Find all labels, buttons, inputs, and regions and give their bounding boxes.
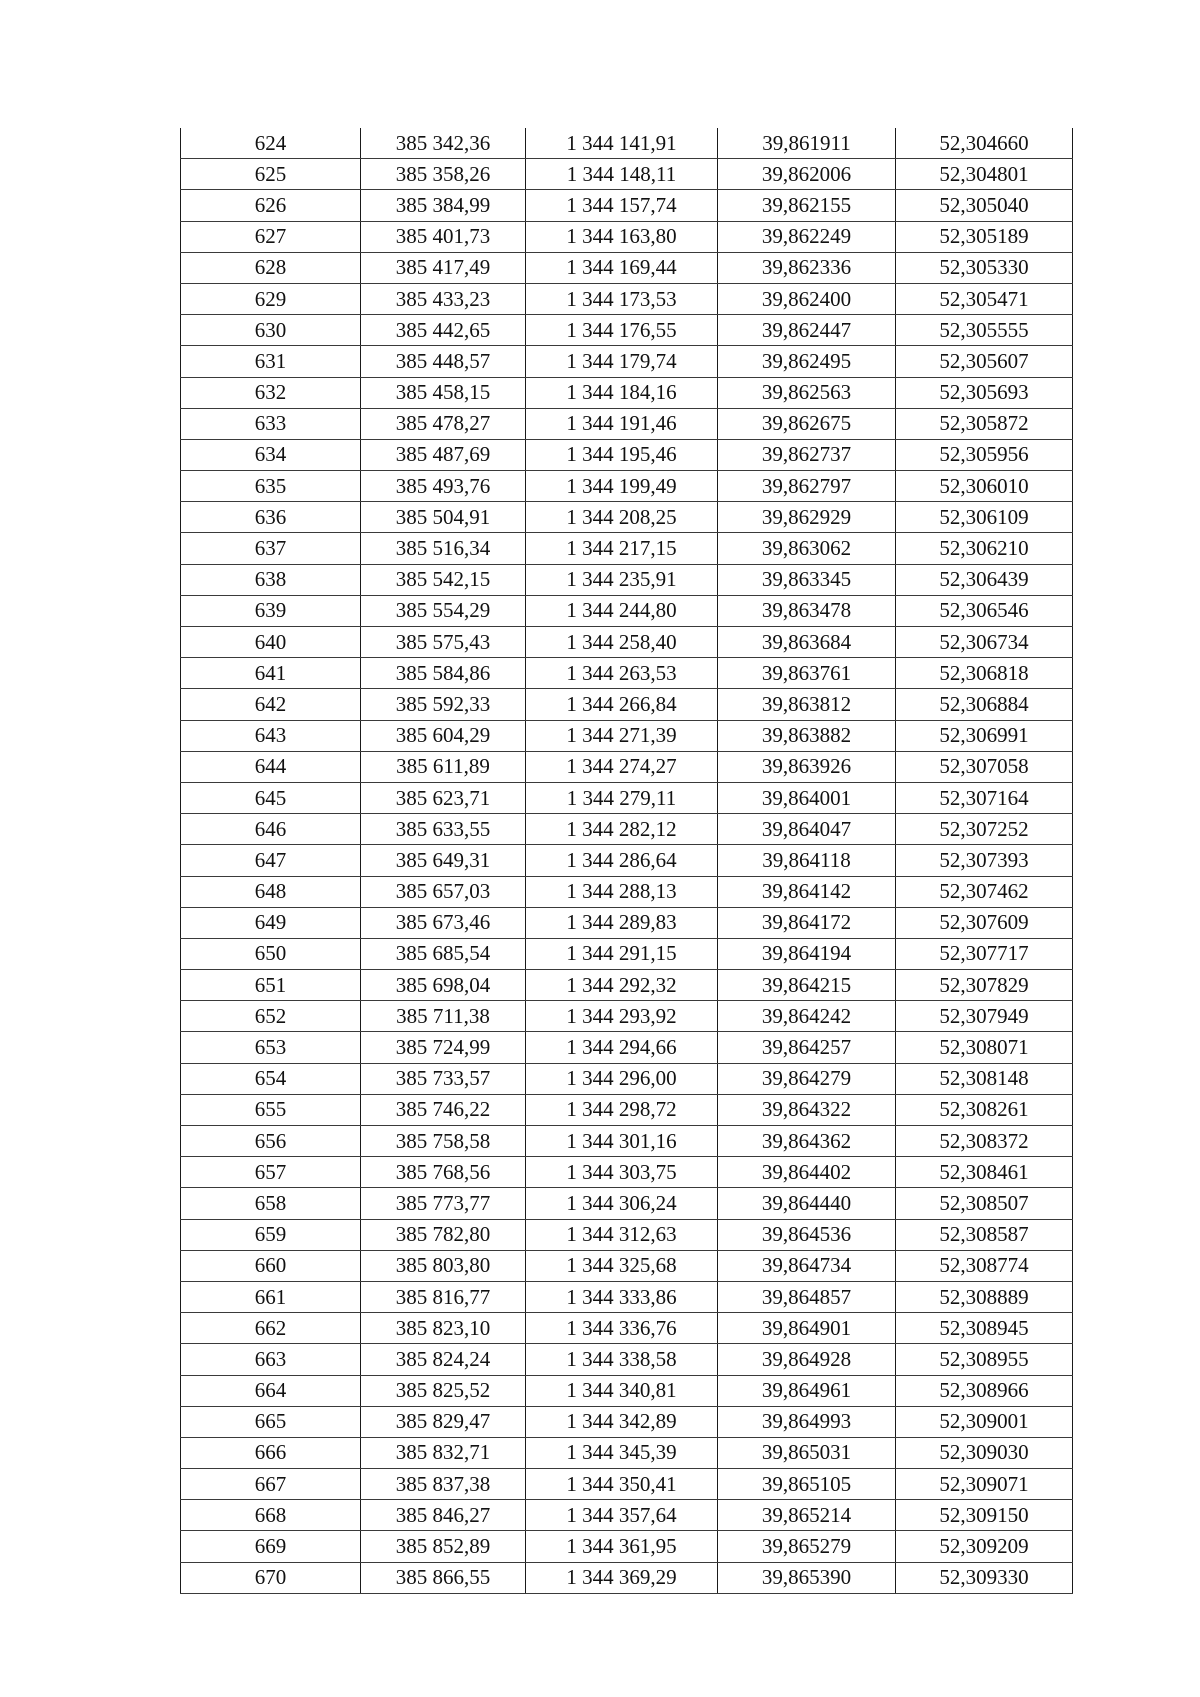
longitude-cell: 39,864257 [718, 1032, 896, 1063]
point-number-cell: 663 [181, 1344, 361, 1375]
table-row [181, 252, 1073, 283]
longitude-cell: 39,865031 [718, 1437, 896, 1468]
x-coordinate-cell: 385 542,15 [361, 564, 526, 595]
longitude-cell: 39,862006 [718, 159, 896, 190]
x-coordinate-cell: 385 733,57 [361, 1063, 526, 1094]
point-number-cell: 630 [181, 315, 361, 346]
x-coordinate-cell: 385 825,52 [361, 1375, 526, 1406]
y-coordinate-cell: 1 344 369,29 [526, 1562, 718, 1593]
longitude-cell: 39,863062 [718, 533, 896, 564]
y-coordinate-cell: 1 344 350,41 [526, 1469, 718, 1500]
longitude-cell: 39,864993 [718, 1406, 896, 1437]
table-row [181, 377, 1073, 408]
table-row [181, 814, 1073, 845]
x-coordinate-cell: 385 575,43 [361, 627, 526, 658]
latitude-cell: 52,306884 [896, 689, 1073, 720]
table-row [181, 938, 1073, 969]
longitude-cell: 39,865390 [718, 1562, 896, 1593]
y-coordinate-cell: 1 344 333,86 [526, 1281, 718, 1312]
x-coordinate-cell: 385 824,24 [361, 1344, 526, 1375]
x-coordinate-cell: 385 384,99 [361, 190, 526, 221]
x-coordinate-cell: 385 433,23 [361, 283, 526, 314]
y-coordinate-cell: 1 344 294,66 [526, 1032, 718, 1063]
longitude-cell: 39,864961 [718, 1375, 896, 1406]
latitude-cell: 52,309150 [896, 1500, 1073, 1531]
y-coordinate-cell: 1 344 340,81 [526, 1375, 718, 1406]
x-coordinate-cell: 385 554,29 [361, 595, 526, 626]
longitude-cell: 39,862495 [718, 346, 896, 377]
point-number-cell: 636 [181, 502, 361, 533]
y-coordinate-cell: 1 344 289,83 [526, 907, 718, 938]
point-number-cell: 627 [181, 221, 361, 252]
table-row [181, 1157, 1073, 1188]
latitude-cell: 52,306210 [896, 533, 1073, 564]
y-coordinate-cell: 1 344 176,55 [526, 315, 718, 346]
point-number-cell: 646 [181, 814, 361, 845]
y-coordinate-cell: 1 344 169,44 [526, 252, 718, 283]
point-number-cell: 660 [181, 1250, 361, 1281]
point-number-cell: 631 [181, 346, 361, 377]
point-number-cell: 653 [181, 1032, 361, 1063]
table-row [181, 128, 1073, 159]
y-coordinate-cell: 1 344 141,91 [526, 128, 718, 159]
point-number-cell: 664 [181, 1375, 361, 1406]
y-coordinate-cell: 1 344 217,15 [526, 533, 718, 564]
point-number-cell: 641 [181, 658, 361, 689]
point-number-cell: 643 [181, 720, 361, 751]
y-coordinate-cell: 1 344 173,53 [526, 283, 718, 314]
longitude-cell: 39,864322 [718, 1094, 896, 1125]
x-coordinate-cell: 385 803,80 [361, 1250, 526, 1281]
table-row [181, 346, 1073, 377]
point-number-cell: 656 [181, 1126, 361, 1157]
point-number-cell: 642 [181, 689, 361, 720]
latitude-cell: 52,308774 [896, 1250, 1073, 1281]
table-row [181, 1375, 1073, 1406]
y-coordinate-cell: 1 344 342,89 [526, 1406, 718, 1437]
y-coordinate-cell: 1 344 301,16 [526, 1126, 718, 1157]
table-row [181, 1219, 1073, 1250]
x-coordinate-cell: 385 657,03 [361, 876, 526, 907]
latitude-cell: 52,309209 [896, 1531, 1073, 1562]
longitude-cell: 39,863926 [718, 751, 896, 782]
latitude-cell: 52,305330 [896, 252, 1073, 283]
table-row [181, 1531, 1073, 1562]
y-coordinate-cell: 1 344 263,53 [526, 658, 718, 689]
latitude-cell: 52,308372 [896, 1126, 1073, 1157]
latitude-cell: 52,305040 [896, 190, 1073, 221]
point-number-cell: 670 [181, 1562, 361, 1593]
x-coordinate-cell: 385 768,56 [361, 1157, 526, 1188]
y-coordinate-cell: 1 344 244,80 [526, 595, 718, 626]
table-row [181, 1001, 1073, 1032]
y-coordinate-cell: 1 344 345,39 [526, 1437, 718, 1468]
longitude-cell: 39,863478 [718, 595, 896, 626]
x-coordinate-cell: 385 832,71 [361, 1437, 526, 1468]
point-number-cell: 652 [181, 1001, 361, 1032]
longitude-cell: 39,864001 [718, 782, 896, 813]
table-row [181, 159, 1073, 190]
longitude-cell: 39,862336 [718, 252, 896, 283]
table-row [181, 471, 1073, 502]
longitude-cell: 39,864440 [718, 1188, 896, 1219]
x-coordinate-cell: 385 448,57 [361, 346, 526, 377]
latitude-cell: 52,308507 [896, 1188, 1073, 1219]
x-coordinate-cell: 385 592,33 [361, 689, 526, 720]
point-number-cell: 650 [181, 938, 361, 969]
point-number-cell: 668 [181, 1500, 361, 1531]
x-coordinate-cell: 385 604,29 [361, 720, 526, 751]
x-coordinate-cell: 385 685,54 [361, 938, 526, 969]
x-coordinate-cell: 385 866,55 [361, 1562, 526, 1593]
table-row [181, 1032, 1073, 1063]
point-number-cell: 645 [181, 782, 361, 813]
y-coordinate-cell: 1 344 195,46 [526, 439, 718, 470]
latitude-cell: 52,305471 [896, 283, 1073, 314]
point-number-cell: 666 [181, 1437, 361, 1468]
latitude-cell: 52,307252 [896, 814, 1073, 845]
y-coordinate-cell: 1 344 191,46 [526, 408, 718, 439]
point-number-cell: 659 [181, 1219, 361, 1250]
x-coordinate-cell: 385 746,22 [361, 1094, 526, 1125]
x-coordinate-cell: 385 758,58 [361, 1126, 526, 1157]
latitude-cell: 52,304660 [896, 128, 1073, 159]
latitude-cell: 52,306991 [896, 720, 1073, 751]
table-row [181, 658, 1073, 689]
latitude-cell: 52,305872 [896, 408, 1073, 439]
table-row [181, 751, 1073, 782]
x-coordinate-cell: 385 724,99 [361, 1032, 526, 1063]
y-coordinate-cell: 1 344 282,12 [526, 814, 718, 845]
table-row [181, 845, 1073, 876]
table-row [181, 190, 1073, 221]
y-coordinate-cell: 1 344 274,27 [526, 751, 718, 782]
latitude-cell: 52,306439 [896, 564, 1073, 595]
y-coordinate-cell: 1 344 303,75 [526, 1157, 718, 1188]
table-row [181, 221, 1073, 252]
latitude-cell: 52,308945 [896, 1313, 1073, 1344]
latitude-cell: 52,306734 [896, 627, 1073, 658]
latitude-cell: 52,306818 [896, 658, 1073, 689]
x-coordinate-cell: 385 417,49 [361, 252, 526, 283]
y-coordinate-cell: 1 344 279,11 [526, 782, 718, 813]
latitude-cell: 52,307949 [896, 1001, 1073, 1032]
x-coordinate-cell: 385 584,86 [361, 658, 526, 689]
latitude-cell: 52,306546 [896, 595, 1073, 626]
latitude-cell: 52,308587 [896, 1219, 1073, 1250]
longitude-cell: 39,864047 [718, 814, 896, 845]
y-coordinate-cell: 1 344 157,74 [526, 190, 718, 221]
table-row [181, 1406, 1073, 1437]
table-row [181, 1562, 1073, 1593]
table-row [181, 876, 1073, 907]
y-coordinate-cell: 1 344 179,74 [526, 346, 718, 377]
longitude-cell: 39,865214 [718, 1500, 896, 1531]
latitude-cell: 52,308889 [896, 1281, 1073, 1312]
point-number-cell: 655 [181, 1094, 361, 1125]
coordinates-table-body [181, 128, 1073, 1593]
x-coordinate-cell: 385 442,65 [361, 315, 526, 346]
x-coordinate-cell: 385 493,76 [361, 471, 526, 502]
x-coordinate-cell: 385 516,34 [361, 533, 526, 564]
latitude-cell: 52,306010 [896, 471, 1073, 502]
x-coordinate-cell: 385 773,77 [361, 1188, 526, 1219]
latitude-cell: 52,305956 [896, 439, 1073, 470]
y-coordinate-cell: 1 344 357,64 [526, 1500, 718, 1531]
table-row [181, 564, 1073, 595]
table-row [181, 1281, 1073, 1312]
point-number-cell: 633 [181, 408, 361, 439]
longitude-cell: 39,862447 [718, 315, 896, 346]
latitude-cell: 52,309030 [896, 1437, 1073, 1468]
point-number-cell: 635 [181, 471, 361, 502]
y-coordinate-cell: 1 344 184,16 [526, 377, 718, 408]
x-coordinate-cell: 385 829,47 [361, 1406, 526, 1437]
longitude-cell: 39,864857 [718, 1281, 896, 1312]
table-row [181, 782, 1073, 813]
latitude-cell: 52,305693 [896, 377, 1073, 408]
longitude-cell: 39,862400 [718, 283, 896, 314]
x-coordinate-cell: 385 478,27 [361, 408, 526, 439]
x-coordinate-cell: 385 698,04 [361, 970, 526, 1001]
longitude-cell: 39,864118 [718, 845, 896, 876]
longitude-cell: 39,863882 [718, 720, 896, 751]
latitude-cell: 52,307717 [896, 938, 1073, 969]
x-coordinate-cell: 385 342,36 [361, 128, 526, 159]
latitude-cell: 52,309330 [896, 1562, 1073, 1593]
table-row [181, 408, 1073, 439]
y-coordinate-cell: 1 344 325,68 [526, 1250, 718, 1281]
point-number-cell: 657 [181, 1157, 361, 1188]
table-row [181, 1344, 1073, 1375]
latitude-cell: 52,305555 [896, 315, 1073, 346]
longitude-cell: 39,862929 [718, 502, 896, 533]
y-coordinate-cell: 1 344 312,63 [526, 1219, 718, 1250]
x-coordinate-cell: 385 458,15 [361, 377, 526, 408]
point-number-cell: 662 [181, 1313, 361, 1344]
point-number-cell: 625 [181, 159, 361, 190]
table-row [181, 970, 1073, 1001]
table-row [181, 1188, 1073, 1219]
y-coordinate-cell: 1 344 235,91 [526, 564, 718, 595]
table-row [181, 1250, 1073, 1281]
latitude-cell: 52,304801 [896, 159, 1073, 190]
table-row [181, 907, 1073, 938]
point-number-cell: 647 [181, 845, 361, 876]
longitude-cell: 39,864734 [718, 1250, 896, 1281]
longitude-cell: 39,864928 [718, 1344, 896, 1375]
longitude-cell: 39,862155 [718, 190, 896, 221]
longitude-cell: 39,864279 [718, 1063, 896, 1094]
table-row [181, 627, 1073, 658]
coordinates-table [180, 128, 1073, 1594]
longitude-cell: 39,864215 [718, 970, 896, 1001]
point-number-cell: 649 [181, 907, 361, 938]
y-coordinate-cell: 1 344 266,84 [526, 689, 718, 720]
longitude-cell: 39,863684 [718, 627, 896, 658]
latitude-cell: 52,309071 [896, 1469, 1073, 1500]
x-coordinate-cell: 385 823,10 [361, 1313, 526, 1344]
x-coordinate-cell: 385 649,31 [361, 845, 526, 876]
table-row [181, 1313, 1073, 1344]
table-row [181, 1500, 1073, 1531]
longitude-cell: 39,864402 [718, 1157, 896, 1188]
table-row [181, 1469, 1073, 1500]
x-coordinate-cell: 385 816,77 [361, 1281, 526, 1312]
point-number-cell: 654 [181, 1063, 361, 1094]
table-row [181, 720, 1073, 751]
latitude-cell: 52,307829 [896, 970, 1073, 1001]
y-coordinate-cell: 1 344 291,15 [526, 938, 718, 969]
longitude-cell: 39,862249 [718, 221, 896, 252]
latitude-cell: 52,307058 [896, 751, 1073, 782]
y-coordinate-cell: 1 344 361,95 [526, 1531, 718, 1562]
point-number-cell: 665 [181, 1406, 361, 1437]
longitude-cell: 39,862675 [718, 408, 896, 439]
latitude-cell: 52,307462 [896, 876, 1073, 907]
point-number-cell: 640 [181, 627, 361, 658]
point-number-cell: 648 [181, 876, 361, 907]
latitude-cell: 52,305607 [896, 346, 1073, 377]
x-coordinate-cell: 385 623,71 [361, 782, 526, 813]
y-coordinate-cell: 1 344 258,40 [526, 627, 718, 658]
x-coordinate-cell: 385 611,89 [361, 751, 526, 782]
y-coordinate-cell: 1 344 271,39 [526, 720, 718, 751]
latitude-cell: 52,309001 [896, 1406, 1073, 1437]
point-number-cell: 626 [181, 190, 361, 221]
latitude-cell: 52,307164 [896, 782, 1073, 813]
longitude-cell: 39,865279 [718, 1531, 896, 1562]
x-coordinate-cell: 385 487,69 [361, 439, 526, 470]
point-number-cell: 651 [181, 970, 361, 1001]
latitude-cell: 52,308071 [896, 1032, 1073, 1063]
y-coordinate-cell: 1 344 208,25 [526, 502, 718, 533]
longitude-cell: 39,863812 [718, 689, 896, 720]
y-coordinate-cell: 1 344 293,92 [526, 1001, 718, 1032]
table-row [181, 283, 1073, 314]
latitude-cell: 52,308955 [896, 1344, 1073, 1375]
table-row [181, 439, 1073, 470]
longitude-cell: 39,861911 [718, 128, 896, 159]
y-coordinate-cell: 1 344 298,72 [526, 1094, 718, 1125]
y-coordinate-cell: 1 344 286,64 [526, 845, 718, 876]
x-coordinate-cell: 385 837,38 [361, 1469, 526, 1500]
longitude-cell: 39,863345 [718, 564, 896, 595]
longitude-cell: 39,862797 [718, 471, 896, 502]
longitude-cell: 39,864194 [718, 938, 896, 969]
point-number-cell: 661 [181, 1281, 361, 1312]
latitude-cell: 52,307609 [896, 907, 1073, 938]
point-number-cell: 658 [181, 1188, 361, 1219]
table-row [181, 1437, 1073, 1468]
table-row [181, 533, 1073, 564]
y-coordinate-cell: 1 344 338,58 [526, 1344, 718, 1375]
table-row [181, 595, 1073, 626]
x-coordinate-cell: 385 358,26 [361, 159, 526, 190]
point-number-cell: 634 [181, 439, 361, 470]
latitude-cell: 52,308261 [896, 1094, 1073, 1125]
x-coordinate-cell: 385 633,55 [361, 814, 526, 845]
longitude-cell: 39,864901 [718, 1313, 896, 1344]
y-coordinate-cell: 1 344 296,00 [526, 1063, 718, 1094]
point-number-cell: 632 [181, 377, 361, 408]
x-coordinate-cell: 385 673,46 [361, 907, 526, 938]
y-coordinate-cell: 1 344 163,80 [526, 221, 718, 252]
point-number-cell: 667 [181, 1469, 361, 1500]
point-number-cell: 669 [181, 1531, 361, 1562]
y-coordinate-cell: 1 344 288,13 [526, 876, 718, 907]
table-row [181, 502, 1073, 533]
point-number-cell: 644 [181, 751, 361, 782]
y-coordinate-cell: 1 344 292,32 [526, 970, 718, 1001]
y-coordinate-cell: 1 344 148,11 [526, 159, 718, 190]
longitude-cell: 39,865105 [718, 1469, 896, 1500]
y-coordinate-cell: 1 344 336,76 [526, 1313, 718, 1344]
x-coordinate-cell: 385 711,38 [361, 1001, 526, 1032]
latitude-cell: 52,306109 [896, 502, 1073, 533]
longitude-cell: 39,863761 [718, 658, 896, 689]
latitude-cell: 52,308461 [896, 1157, 1073, 1188]
latitude-cell: 52,307393 [896, 845, 1073, 876]
point-number-cell: 629 [181, 283, 361, 314]
longitude-cell: 39,864536 [718, 1219, 896, 1250]
table-row [181, 1063, 1073, 1094]
point-number-cell: 639 [181, 595, 361, 626]
y-coordinate-cell: 1 344 306,24 [526, 1188, 718, 1219]
table-row [181, 1126, 1073, 1157]
latitude-cell: 52,305189 [896, 221, 1073, 252]
longitude-cell: 39,864362 [718, 1126, 896, 1157]
table-row [181, 1094, 1073, 1125]
longitude-cell: 39,862737 [718, 439, 896, 470]
x-coordinate-cell: 385 782,80 [361, 1219, 526, 1250]
x-coordinate-cell: 385 852,89 [361, 1531, 526, 1562]
point-number-cell: 624 [181, 128, 361, 159]
y-coordinate-cell: 1 344 199,49 [526, 471, 718, 502]
point-number-cell: 628 [181, 252, 361, 283]
point-number-cell: 637 [181, 533, 361, 564]
latitude-cell: 52,308966 [896, 1375, 1073, 1406]
longitude-cell: 39,862563 [718, 377, 896, 408]
x-coordinate-cell: 385 846,27 [361, 1500, 526, 1531]
latitude-cell: 52,308148 [896, 1063, 1073, 1094]
longitude-cell: 39,864242 [718, 1001, 896, 1032]
longitude-cell: 39,864142 [718, 876, 896, 907]
x-coordinate-cell: 385 401,73 [361, 221, 526, 252]
table-row [181, 315, 1073, 346]
longitude-cell: 39,864172 [718, 907, 896, 938]
x-coordinate-cell: 385 504,91 [361, 502, 526, 533]
point-number-cell: 638 [181, 564, 361, 595]
table-row [181, 689, 1073, 720]
